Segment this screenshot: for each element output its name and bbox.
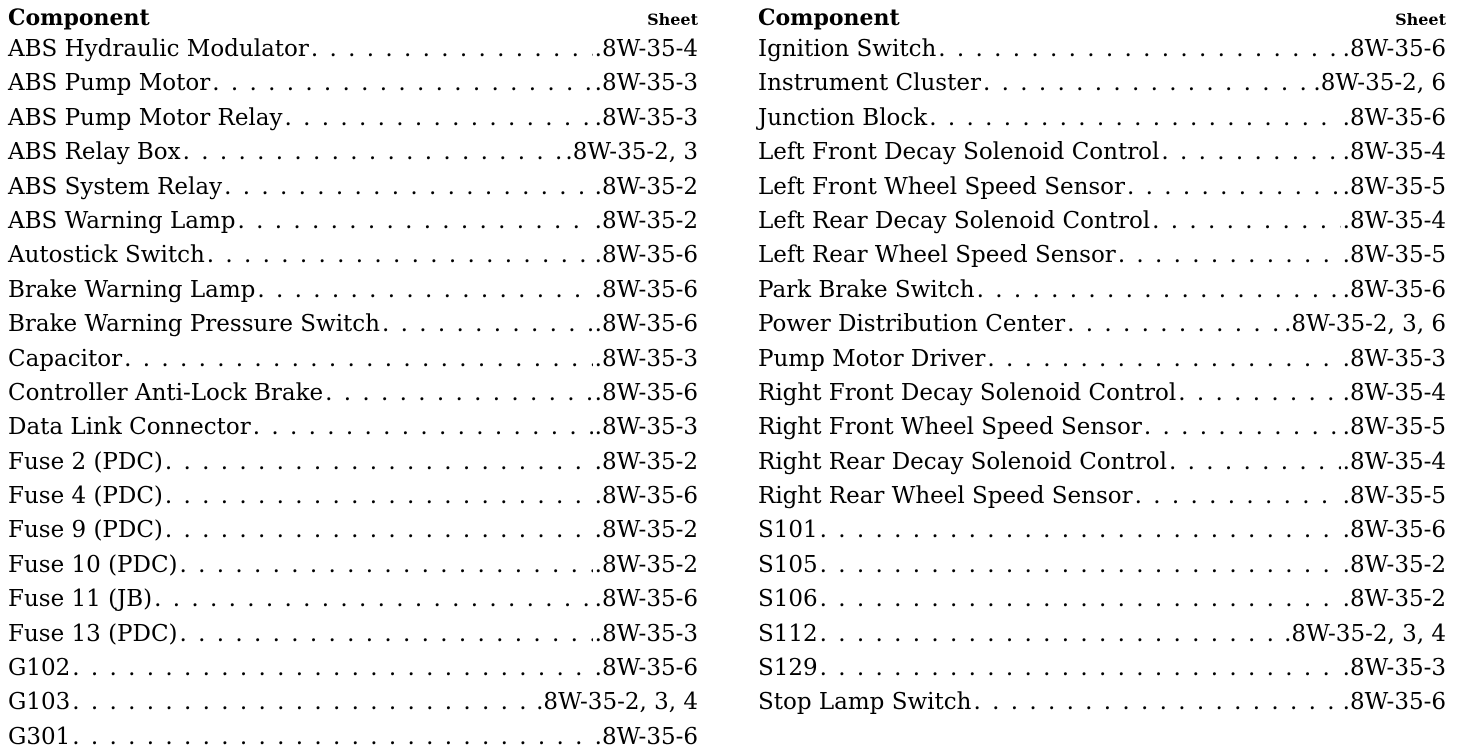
dot-leader (929, 101, 1340, 135)
index-row (758, 342, 1446, 376)
sheet-reference: .8W-35-2 (1342, 551, 1446, 578)
dot-leader (820, 513, 1341, 547)
index-row (8, 101, 698, 135)
dot-leader (224, 170, 593, 204)
sheet-reference: .8W-35-6 (594, 655, 698, 682)
component-name: S105 (758, 551, 818, 578)
index-row (758, 685, 1446, 719)
index-row (8, 342, 698, 376)
sheet-reference: .8W-35-2 (1342, 586, 1446, 613)
component-name: Autostick Switch (8, 242, 205, 269)
sheet-heading: Sheet (647, 10, 698, 29)
component-name: Right Rear Decay Solenoid Control (758, 448, 1167, 475)
index-row (758, 204, 1446, 238)
component-name: ABS System Relay (8, 173, 223, 200)
sheet-reference: .8W-35-5 (1342, 483, 1446, 510)
index-row (8, 720, 698, 754)
sheet-reference: .8W-35-6 (594, 311, 698, 338)
dot-leader (1127, 170, 1341, 204)
component-name: Park Brake Switch (758, 276, 975, 303)
component-name: G102 (8, 655, 71, 682)
component-name: Left Front Wheel Speed Sensor (758, 173, 1126, 200)
sheet-reference: .8W-35-3 (594, 620, 698, 647)
dot-leader (165, 445, 593, 479)
dot-leader (212, 66, 592, 100)
index-row (8, 376, 698, 410)
sheet-reference: .8W-35-2, 3, 4 (1284, 620, 1446, 647)
index-row (8, 548, 698, 582)
dot-leader (1118, 238, 1341, 272)
index-row (758, 66, 1446, 100)
index-row (8, 617, 698, 651)
component-name: Left Front Decay Solenoid Control (758, 139, 1160, 166)
sheet-reference: .8W-35-6 (594, 586, 698, 613)
sheet-reference: .8W-35-2, 3, 4 (536, 689, 698, 716)
sheet-reference: .8W-35-3 (594, 414, 698, 441)
component-name: Fuse 4 (PDC) (8, 483, 163, 510)
sheet-reference: .8W-35-6 (1342, 104, 1446, 131)
column-header (8, 0, 698, 32)
component-name: Right Rear Wheel Speed Sensor (758, 483, 1133, 510)
component-name: S112 (758, 620, 818, 647)
sheet-reference: .8W-35-2 (594, 207, 698, 234)
index-row (758, 238, 1446, 272)
dot-leader (983, 66, 1311, 100)
sheet-reference: .8W-35-4 (1342, 207, 1446, 234)
component-name: Fuse 10 (PDC) (8, 551, 178, 578)
component-name: Pump Motor Driver (758, 345, 986, 372)
dot-leader (207, 238, 593, 272)
dot-leader (180, 617, 593, 651)
sheet-reference: .8W-35-4 (1342, 139, 1446, 166)
index-row (758, 582, 1446, 616)
dot-leader (1161, 135, 1340, 169)
component-name: G103 (8, 689, 71, 716)
component-name: S106 (758, 586, 818, 613)
index-row (8, 307, 698, 341)
index-row (8, 685, 698, 719)
index-row (8, 66, 698, 100)
dot-leader (165, 479, 593, 513)
component-name: ABS Hydraulic Modulator (8, 36, 309, 62)
dot-leader (311, 32, 593, 66)
index-row (758, 410, 1446, 444)
dot-leader (1144, 410, 1341, 444)
dot-leader (820, 548, 1341, 582)
sheet-reference: .8W-35-4 (1342, 448, 1446, 475)
right-column (758, 0, 1446, 720)
sheet-reference: .8W-35-6 (594, 379, 698, 406)
dot-leader (183, 135, 564, 169)
dot-leader (973, 685, 1340, 719)
index-row (8, 32, 698, 66)
sheet-reference: .8W-35-6 (1342, 517, 1446, 544)
index-row (8, 170, 698, 204)
sheet-reference: .8W-35-2 (594, 551, 698, 578)
index-row (758, 376, 1446, 410)
sheet-heading: Sheet (1395, 10, 1446, 29)
sheet-reference: .8W-35-5 (1342, 173, 1446, 200)
component-name: Fuse 11 (JB) (8, 586, 153, 613)
component-name: Right Front Decay Solenoid Control (758, 379, 1177, 406)
sheet-reference: .8W-35-6 (594, 723, 698, 750)
index-row (758, 170, 1446, 204)
dot-leader (1169, 445, 1341, 479)
component-heading: Component (758, 5, 900, 31)
dot-leader (382, 307, 593, 341)
index-row (8, 204, 698, 238)
component-name: Left Rear Decay Solenoid Control (758, 207, 1151, 234)
sheet-reference: .8W-35-6 (594, 242, 698, 269)
dot-leader (1152, 204, 1340, 238)
index-row (758, 617, 1446, 651)
dot-leader (154, 582, 592, 616)
dot-leader (820, 582, 1341, 616)
component-name: Brake Warning Lamp (8, 276, 256, 303)
index-row (8, 273, 698, 307)
component-name: S129 (758, 655, 818, 682)
component-name: Capacitor (8, 345, 123, 372)
index-row (8, 238, 698, 272)
component-name: Left Rear Wheel Speed Sensor (758, 242, 1116, 269)
component-name: S101 (758, 517, 818, 544)
component-name: Instrument Cluster (758, 70, 981, 97)
component-name: Fuse 2 (PDC) (8, 448, 163, 475)
component-heading: Component (8, 5, 150, 31)
component-name: ABS Pump Motor (8, 70, 211, 97)
sheet-reference: .8W-35-5 (1342, 414, 1446, 441)
left-list (8, 32, 698, 754)
dot-leader (165, 513, 593, 547)
sheet-reference: .8W-35-4 (594, 36, 698, 62)
index-row (758, 307, 1446, 341)
component-name: Fuse 13 (PDC) (8, 620, 178, 647)
dot-leader (1135, 479, 1341, 513)
sheet-reference: .8W-35-6 (594, 276, 698, 303)
component-name: Controller Anti-Lock Brake (8, 379, 324, 406)
dot-leader (820, 617, 1282, 651)
dot-leader (325, 376, 592, 410)
index-row (8, 410, 698, 444)
component-name: Junction Block (758, 104, 928, 131)
sheet-reference: .8W-35-2, 3, 6 (1284, 311, 1446, 338)
component-name: Ignition Switch (758, 36, 937, 62)
index-row (758, 548, 1446, 582)
component-name: Data Link Connector (8, 414, 251, 441)
sheet-reference: .8W-35-2, 3 (565, 139, 698, 166)
index-row (758, 32, 1446, 66)
dot-leader (987, 342, 1340, 376)
component-name: Power Distribution Center (758, 311, 1066, 338)
component-name: Right Front Wheel Speed Sensor (758, 414, 1142, 441)
sheet-reference: .8W-35-6 (1342, 689, 1446, 716)
dot-leader (257, 273, 592, 307)
index-row (758, 445, 1446, 479)
dot-leader (237, 204, 592, 238)
sheet-reference: .8W-35-6 (1342, 276, 1446, 303)
sheet-reference: .8W-35-2 (594, 517, 698, 544)
index-row (758, 513, 1446, 547)
dot-leader (285, 101, 593, 135)
dot-leader (72, 720, 592, 754)
index-row (758, 135, 1446, 169)
component-name: G301 (8, 723, 71, 750)
index-row (758, 651, 1446, 685)
column-header (758, 0, 1446, 32)
dot-leader (72, 685, 534, 719)
dot-leader (124, 342, 593, 376)
sheet-reference: .8W-35-3 (1342, 345, 1446, 372)
dot-leader (938, 32, 1340, 66)
component-name: ABS Warning Lamp (8, 207, 236, 234)
dot-leader (253, 410, 593, 444)
index-row (758, 101, 1446, 135)
sheet-reference: .8W-35-3 (594, 104, 698, 131)
component-name: Brake Warning Pressure Switch (8, 311, 380, 338)
component-name: ABS Relay Box (8, 139, 181, 166)
left-column (8, 0, 698, 754)
sheet-reference: .8W-35-3 (594, 345, 698, 372)
component-name: Fuse 9 (PDC) (8, 517, 163, 544)
sheet-reference: .8W-35-6 (1342, 36, 1446, 62)
index-row (758, 273, 1446, 307)
index-row (758, 479, 1446, 513)
sheet-reference: .8W-35-6 (594, 483, 698, 510)
sheet-reference: .8W-35-2 (594, 448, 698, 475)
right-list (758, 32, 1446, 720)
index-row (8, 513, 698, 547)
dot-leader (977, 273, 1341, 307)
sheet-reference: .8W-35-2, 6 (1313, 70, 1446, 97)
dot-leader (180, 548, 593, 582)
sheet-reference: .8W-35-3 (594, 70, 698, 97)
sheet-reference: .8W-35-4 (1342, 379, 1446, 406)
index-row (8, 445, 698, 479)
dot-leader (1067, 307, 1282, 341)
sheet-reference: .8W-35-3 (1342, 655, 1446, 682)
index-row (8, 479, 698, 513)
index-row (8, 135, 698, 169)
index-row (8, 582, 698, 616)
sheet-reference: .8W-35-5 (1342, 242, 1446, 269)
dot-leader (72, 651, 592, 685)
index-row (8, 651, 698, 685)
dot-leader (820, 651, 1341, 685)
component-name: Stop Lamp Switch (758, 689, 972, 716)
component-name: ABS Pump Motor Relay (8, 104, 283, 131)
dot-leader (1178, 376, 1340, 410)
sheet-reference: .8W-35-2 (594, 173, 698, 200)
